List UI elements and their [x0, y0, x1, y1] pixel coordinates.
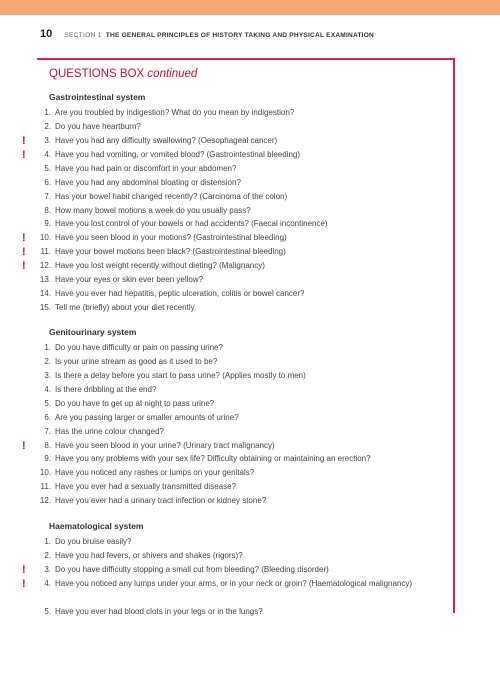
question-text: Have you had vomiting, or vomited blood? (Gastrointestinal bleeding): [55, 149, 301, 159]
question-number: 4.: [44, 149, 51, 159]
question-item: [37, 384, 453, 396]
question-number: 9.: [44, 219, 51, 229]
question-text: Have you ever had a sexually transmitted disease?: [55, 482, 236, 492]
question-item: [37, 481, 453, 493]
question-number: 12.: [39, 261, 51, 271]
question-text: Do you have difficulty stopping a small cut from bleeding? (Bleeding disorder): [55, 564, 329, 574]
question-item: [22, 577, 453, 602]
question-number: 2.: [44, 550, 51, 560]
page-number: 10: [40, 28, 53, 40]
question-number: 13.: [39, 275, 51, 285]
question-item: [37, 288, 453, 300]
question-text: Is there a delay before you start to pass urine? (Applies mostly to men): [55, 370, 306, 380]
question-text: Have you ever had blood clots in your legs or in the lungs?: [55, 606, 263, 616]
question-item: [37, 550, 453, 562]
question-item: [37, 356, 453, 368]
question-item: [22, 260, 453, 273]
question-item: [37, 606, 453, 618]
question-item: [37, 121, 453, 133]
question-number: 3.: [44, 370, 51, 380]
question-number: 5.: [44, 606, 51, 616]
question-number: 10.: [39, 468, 51, 478]
warning-icon: !: [22, 246, 26, 259]
question-text: Have you noticed any lumps under your arms, or in your neck or groin? (Haematological malignancy): [55, 578, 413, 588]
question-item: [37, 412, 453, 424]
question-number: 4.: [44, 578, 51, 588]
section-heading: Genitourinary system: [49, 327, 137, 337]
question-text: Is there dribbling at the end?: [55, 384, 157, 394]
question-text: Have you seen blood in your urine? (Urinary tract malignancy): [55, 440, 275, 450]
question-item: [37, 342, 453, 354]
question-text: Has the urine colour changed?: [55, 426, 164, 436]
warning-icon: !: [22, 563, 26, 576]
question-number: 15.: [39, 303, 51, 312]
question-item: [22, 439, 453, 452]
question-number: 1.: [44, 343, 51, 352]
question-number: 3.: [44, 564, 51, 574]
section-title: THE GENERAL PRINCIPLES OF HISTORY TAKING AND PHYSICAL EXAMINATION: [105, 32, 374, 39]
question-text: Have you had any abdominal bloating or distension?: [55, 177, 241, 187]
question-text: Have you ever had a urinary tract infection or kidney stone?: [55, 496, 267, 506]
question-item: [37, 218, 453, 230]
question-item: [37, 370, 453, 382]
question-item: [37, 274, 453, 286]
question-text: Do you have heartburn?: [55, 121, 141, 131]
question-text: Have you had fevers, or shivers and shakes (rigors)?: [55, 550, 243, 560]
question-item: [22, 134, 453, 147]
question-item: [37, 467, 453, 479]
question-item: [37, 163, 453, 175]
question-text: Do you have difficulty or pain on passing urine?: [55, 343, 223, 352]
question-number: 8.: [44, 440, 51, 450]
questions-box: [22, 58, 455, 616]
section-label: SECTION 1: [64, 32, 102, 39]
section-heading: Gastrointestinal system: [49, 92, 146, 102]
question-item: [22, 232, 453, 245]
question-number: 9.: [44, 454, 51, 464]
running-head: [40, 28, 374, 40]
warning-icon: !: [22, 232, 26, 245]
question-text: Have you any problems with your sex life? Difficulty obtaining or maintaining an erection?: [55, 454, 371, 464]
warning-icon: !: [22, 134, 26, 147]
question-number: 6.: [44, 177, 51, 187]
top-color-bar: [0, 0, 500, 15]
question-number: 1.: [44, 108, 51, 117]
section-heading: Haematological system: [49, 521, 144, 531]
warning-icon: !: [22, 439, 26, 452]
question-number: 4.: [44, 384, 51, 394]
question-number: 14.: [39, 289, 51, 299]
question-item: [37, 177, 453, 189]
question-number: 7.: [44, 191, 51, 201]
question-item: [37, 191, 453, 203]
question-text: Have you had pain or discomfort in your abdomen?: [55, 163, 237, 173]
question-item: [22, 148, 453, 161]
box-title-continued: continued: [147, 68, 198, 80]
question-number: 7.: [44, 426, 51, 436]
question-text: Do you bruise easily?: [55, 537, 132, 546]
question-number: 3.: [44, 135, 51, 145]
box-title-main: QUESTIONS BOX: [49, 68, 145, 80]
warning-icon: !: [22, 148, 26, 161]
question-number: 5.: [44, 398, 51, 408]
box-title: [49, 68, 197, 80]
question-item: [37, 398, 453, 410]
question-item: [37, 107, 453, 119]
question-item: [22, 246, 453, 259]
question-item: [22, 563, 453, 576]
question-text: Is your urine stream as good as it used to be?: [55, 356, 218, 366]
question-number: 2.: [44, 121, 51, 131]
question-number: 2.: [44, 356, 51, 366]
question-text: Has your bowel habit changed recently? (Carcinoma of the colon): [55, 191, 288, 201]
question-item: [37, 426, 453, 438]
question-text: Have your bowel motions been black? (Gastrointestinal bleeding): [55, 247, 286, 257]
question-number: 11.: [40, 482, 51, 492]
question-text: Do you have to get up at night to pass urine?: [55, 398, 215, 408]
question-number: 6.: [44, 412, 51, 422]
question-number: 1.: [44, 537, 51, 546]
question-text: Have you noticed any rashes or lumps on your genitals?: [55, 468, 255, 478]
question-text: Have you ever had hepatitis, peptic ulceration, colitis or bowel cancer?: [55, 289, 305, 299]
warning-icon: !: [22, 260, 26, 273]
question-text: Have you lost control of your bowels or had accidents? (Faecal incontinence): [55, 219, 328, 229]
question-number: 10.: [39, 233, 51, 243]
question-text: Tell me (briefly) about your diet recently.: [55, 303, 197, 312]
question-item: [37, 302, 453, 314]
question-text: Are you passing larger or smaller amounts of urine?: [55, 412, 239, 422]
question-number: 12.: [39, 496, 51, 506]
question-item: [37, 495, 453, 507]
warning-icon: !: [22, 577, 26, 590]
question-text: How many bowel motions a week do you usually pass?: [55, 205, 251, 215]
question-item: [37, 536, 453, 548]
question-number: 5.: [44, 163, 51, 173]
question-text: Are you troubled by indigestion? What do you mean by indigestion?: [55, 108, 295, 117]
question-text: Have your eyes or skin ever been yellow?: [55, 275, 204, 285]
question-text: Have you seen blood in your motions? (Gastrointestinal bleeding): [55, 233, 287, 243]
question-number: 11.: [40, 247, 51, 257]
question-item: [37, 453, 453, 465]
question-text: Have you had any difficulty swallowing? (Oesophageal cancer): [55, 135, 278, 145]
question-item: [37, 205, 453, 217]
question-text: Have you lost weight recently without dieting? (Malignancy): [55, 261, 265, 271]
question-number: 8.: [44, 205, 51, 215]
